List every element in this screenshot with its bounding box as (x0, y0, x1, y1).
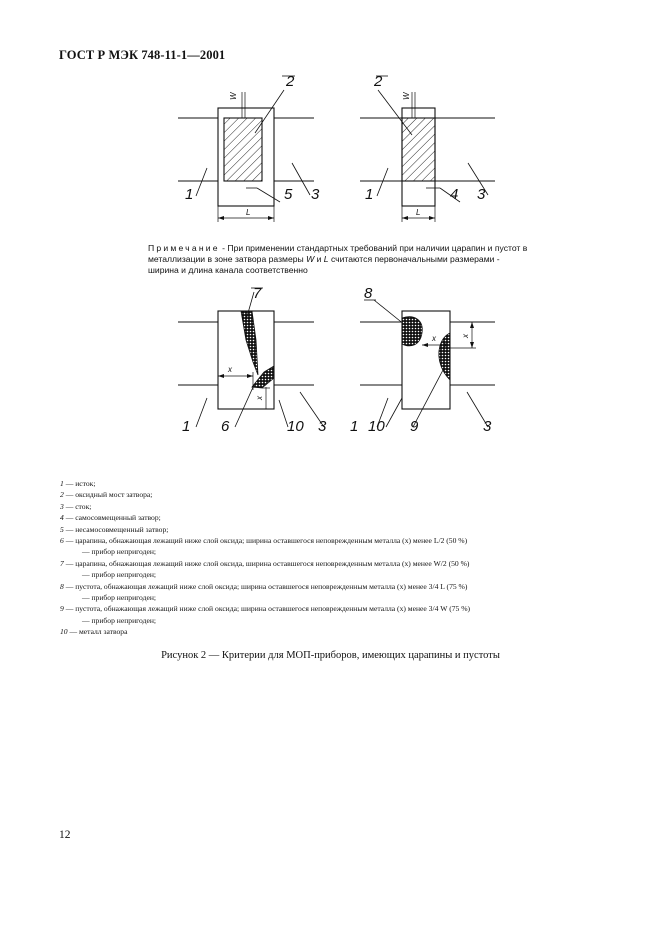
label-2-b: 2 (374, 73, 383, 90)
diagram-void-defects (360, 300, 495, 427)
note-text-b: считаются первоначальными размерами - ширина и длина канала соответственно (148, 254, 500, 275)
label-10-a: 10 (287, 418, 304, 435)
dim-x-c-h: x (228, 365, 232, 374)
dim-x-d-h: x (432, 334, 436, 343)
label-3-c: 3 (318, 418, 327, 435)
label-9: 9 (410, 418, 419, 435)
note-l: L (323, 254, 329, 264)
legend-item: 2 — оксидный мост затвора; (60, 490, 153, 500)
note-text-a: - При применении стандартных требований при наличии царапин и пустот в металлизации в зоне затвора размеры (148, 243, 528, 264)
dim-W-a: W (229, 92, 238, 100)
label-6: 6 (221, 418, 230, 435)
label-7: 7 (253, 285, 262, 302)
legend-continuation: — прибор непригоден; (82, 615, 157, 625)
legend-item: 3 — сток; (60, 501, 92, 511)
legend-continuation: — прибор непригоден; (82, 547, 157, 557)
label-1-a: 1 (185, 186, 194, 203)
diagram-scratch-defects (178, 288, 324, 427)
label-2-a: 2 (286, 73, 295, 90)
label-4: 4 (450, 186, 459, 203)
label-8: 8 (364, 285, 373, 302)
label-1-d: 1 (350, 418, 359, 435)
dim-L-a: L (246, 208, 251, 217)
legend-item: 10 — металл затвора (60, 627, 128, 637)
legend-item: 7 — царапина, обнажающая лежащий ниже слой оксида, ширина оставшегося неповрежденным металла (x) менее W/2 (50 %) (60, 558, 470, 568)
legend-item: 1 — исток; (60, 479, 96, 488)
page-number: 12 (59, 829, 71, 841)
label-3-a: 3 (311, 186, 320, 203)
label-3-b: 3 (477, 186, 486, 203)
note-w: W (306, 254, 315, 264)
label-1-c: 1 (182, 418, 191, 435)
legend-item: 8 — пустота, обнажающая лежащий ниже слой оксида; ширина оставшегося неповрежденным металла (x) менее 3/4 L (75 %) (60, 581, 468, 591)
note-label: Примечание (148, 243, 220, 253)
note-and: и (314, 254, 324, 264)
diagram-self-aligned-gate (360, 76, 495, 222)
label-5: 5 (284, 186, 293, 203)
figure-note (148, 243, 528, 276)
label-1-b: 1 (365, 186, 374, 203)
dim-W-b: W (402, 92, 411, 100)
dim-x-c-v: x (255, 396, 264, 400)
legend-continuation: — прибор непригоден; (82, 570, 157, 580)
figure-caption: Рисунок 2 — Критерии для МОП-приборов, имеющих царапины и пустоты (161, 650, 500, 661)
diagram-non-self-aligned-gate (178, 76, 314, 222)
document-code-header: ГОСТ Р МЭК 748-11-1—2001 (59, 48, 226, 62)
label-10-b: 10 (368, 418, 385, 435)
figure-legend (60, 478, 620, 638)
legend-item: 9 — пустота, обнажающая лежащий ниже слой оксида; ширина оставшегося неповрежденным металла (x) менее 3/4 W (75 %) (60, 604, 471, 614)
legend-continuation: — прибор непригоден; (82, 593, 157, 603)
legend-item: 5 — несамосовмещенный затвор; (60, 524, 169, 534)
legend-item: 4 — самосовмещенный затвор; (60, 513, 161, 523)
legend-item: 6 — царапина, обнажающая лежащий ниже слой оксида; ширина оставшегося неповрежденным металла (x) менее L/2 (50 %) (60, 536, 468, 546)
dim-x-d-v: x (461, 334, 470, 338)
label-3-d: 3 (483, 418, 492, 435)
dim-L-b: L (416, 208, 421, 217)
